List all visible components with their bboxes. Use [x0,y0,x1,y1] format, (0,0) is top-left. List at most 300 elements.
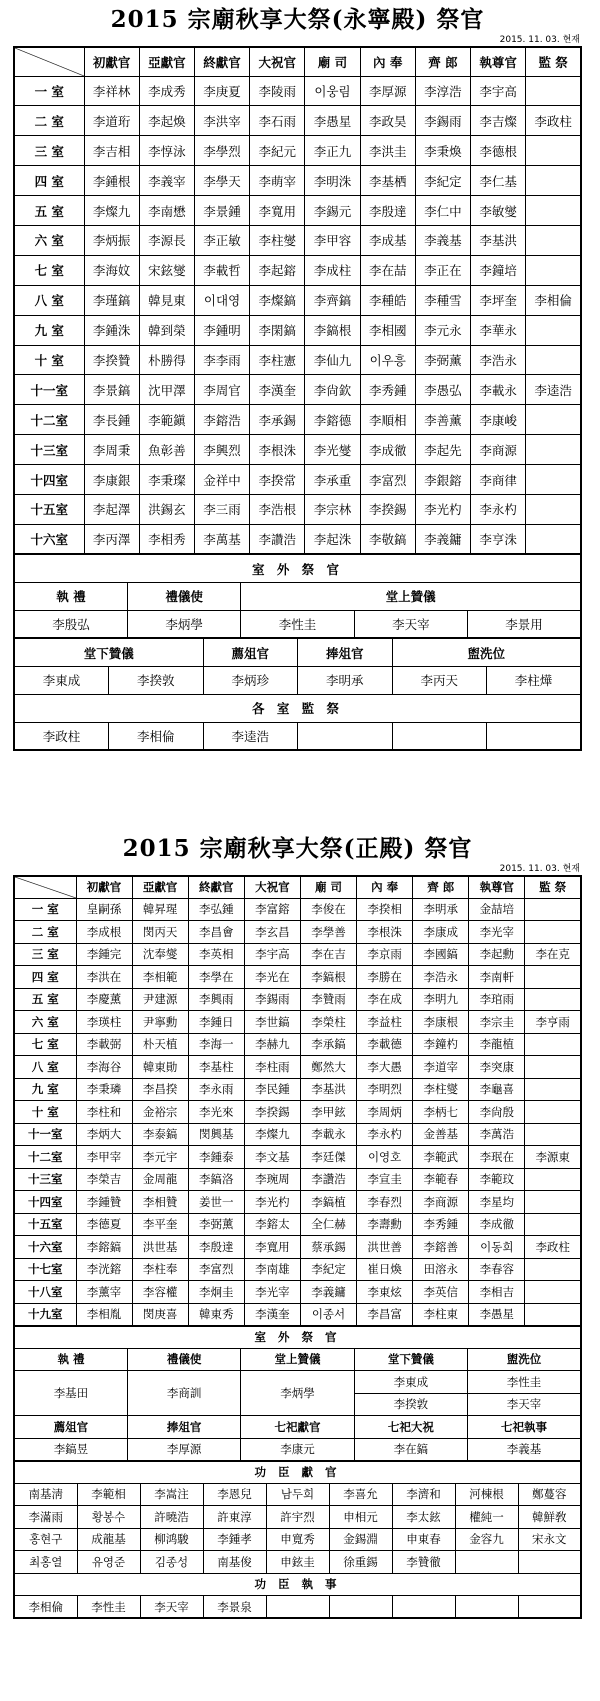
table-row [14,524,581,554]
empty-cell [526,315,581,345]
header-cell: 終獻官 [194,47,249,76]
official-name: 李恩兒 [203,1483,266,1506]
role-label: 七祀執事 [468,1416,581,1439]
header-cell: 齊 郎 [415,47,470,76]
official-name: 李浩永 [413,966,469,989]
official-name: 李周炳 [357,1101,413,1124]
official-name: 李正九 [305,136,360,166]
official-name: 李宗圭 [469,1011,525,1034]
official-name: 李俊在 [300,898,356,921]
official-name: 李讚浩 [250,524,305,554]
official-name: 李龜喜 [469,1078,525,1101]
official-name: 李柱雨 [244,1056,300,1079]
official-name: 李萬浩 [469,1123,525,1146]
official-name: 李景鍾 [194,196,249,226]
official-name: 許宇烈 [266,1506,329,1529]
table-row [14,255,581,285]
official-name: 李長鍾 [84,405,139,435]
official-name: 李相倫 [14,1596,77,1619]
official-name: 李石雨 [250,106,305,136]
empty-cell [525,1258,581,1281]
official-name: 李濟和 [392,1483,455,1506]
outside-officials-table [13,553,582,639]
empty-cell [525,1033,581,1056]
official-name: 李尙殷 [469,1101,525,1124]
official-name: 李亨雨 [525,1011,581,1034]
official-name: 李學善 [300,921,356,944]
official-name: 李基洪 [300,1078,356,1101]
official-name: 李鎔德 [305,405,360,435]
official-name: 李太鉉 [392,1506,455,1529]
table-row [14,1168,581,1191]
empty-cell [525,921,581,944]
official-name: 李嵩注 [140,1483,203,1506]
empty-cell [518,1596,581,1619]
table-row [14,1123,581,1146]
official-name: 李學烈 [194,136,249,166]
official-name: 李起煥 [139,106,194,136]
official-name: 李海谷 [76,1056,132,1079]
empty-cell [455,1596,518,1619]
official-name: 韓昇瑆 [132,898,188,921]
official-name: 李源長 [139,225,194,255]
official-name: 李浩永 [471,345,526,375]
official-name: 李揆錫 [244,1101,300,1124]
table-row [14,196,581,226]
official-name: 李南軒 [469,966,525,989]
official-name: 李景鎬 [84,375,139,405]
official-name: 李弼薰 [188,1213,244,1236]
role-label: 七祀大祝 [354,1416,467,1439]
empty-cell [298,722,393,750]
table-row [14,285,581,315]
role-label: 禮儀使 [127,582,240,610]
official-name: 申寬秀 [266,1528,329,1551]
official-name: 李政昊 [360,106,415,136]
official-name: 李愚弘 [415,375,470,405]
official-name: 李秀鍾 [413,1213,469,1236]
official-name: 宋永文 [518,1528,581,1551]
official-name: 李厚源 [127,1438,240,1461]
official-name: 李齊鎬 [305,285,360,315]
official-name: 魚彰善 [139,435,194,465]
room-label: 四 室 [14,166,84,196]
official-name: 李仁基 [471,166,526,196]
official-name: 李柱燁 [487,666,582,694]
table-row [14,315,581,345]
empty-cell [526,435,581,465]
official-name: 李秉璘 [76,1078,132,1101]
official-name: 洪錫玄 [139,494,194,524]
official-name: 李景泉 [203,1596,266,1619]
official-name: 韓東秀 [188,1303,244,1326]
official-name: 李富鎔 [244,898,300,921]
official-name: 李贊雨 [300,988,356,1011]
official-name: 李東成 [354,1371,467,1394]
official-name: 李廷傑 [300,1146,356,1169]
header-cell: 大祝官 [244,876,300,898]
official-name: 李陵雨 [250,76,305,106]
official-name: 李永雨 [188,1078,244,1101]
official-name: 尹寧勳 [132,1011,188,1034]
official-name: 李德夏 [76,1213,132,1236]
official-name: 李鍾完 [76,943,132,966]
empty-cell [526,76,581,106]
official-name: 尹建源 [132,988,188,1011]
room-label: 六 室 [14,225,84,255]
official-name: 李春烈 [357,1191,413,1214]
official-name: 李基栖 [360,166,415,196]
official-name: 李京雨 [357,943,413,966]
table-row [14,1258,581,1281]
official-name: 황봉수 [77,1506,140,1529]
empty-cell [525,1191,581,1214]
official-name: 李漢奎 [250,375,305,405]
official-name: 李贊徹 [392,1551,455,1574]
official-name: 李成徹 [360,435,415,465]
room-label: 十三室 [14,1168,76,1191]
official-name: 李揆贊 [84,345,139,375]
official-name: 李相吉 [469,1281,525,1304]
official-name: 李燦鎬 [250,285,305,315]
official-name: 李殷弘 [14,610,127,638]
official-name: 李祥林 [84,76,139,106]
official-name: 李起鎔 [250,255,305,285]
official-name: 李揆常 [250,465,305,495]
official-name: 李甲宰 [76,1146,132,1169]
official-name: 李元永 [415,315,470,345]
official-name: 李珉在 [469,1146,525,1169]
official-name: 李相倫 [526,285,581,315]
official-name: 李鍾泰 [188,1146,244,1169]
official-name: 金裕宗 [132,1101,188,1124]
official-name: 李炳大 [76,1123,132,1146]
empty-cell [525,1281,581,1304]
official-name: 李敬鎬 [360,524,415,554]
official-name: 李種皓 [360,285,415,315]
official-name: 李突康 [469,1056,525,1079]
official-name: 이대영 [194,285,249,315]
official-name: 李榮吉 [76,1168,132,1191]
official-name: 閔興基 [188,1123,244,1146]
official-name: 李政柱 [14,722,109,750]
table-row [14,494,581,524]
empty-cell [525,1123,581,1146]
official-name: 李學在 [188,966,244,989]
official-name: 李柱憲 [250,345,305,375]
table-row [14,106,581,136]
official-name: 李庚夏 [194,76,249,106]
official-name: 皇嗣孫 [76,898,132,921]
document-jeongjeon [13,835,582,1619]
official-name: 李益柱 [357,1011,413,1034]
room-label: 十四室 [14,1191,76,1214]
official-name: 李基田 [14,1371,127,1416]
official-name: 李義基 [468,1438,581,1461]
official-name: 許東淳 [203,1506,266,1529]
official-name: 李基柱 [188,1056,244,1079]
official-name: 李敏燮 [471,196,526,226]
room-label: 二 室 [14,921,76,944]
official-name: 李鍾日 [188,1011,244,1034]
room-label: 六 室 [14,1011,76,1034]
official-name: 李道宰 [413,1056,469,1079]
official-name: 李鍾洙 [84,315,139,345]
official-name: 韓鮮敎 [518,1506,581,1529]
section-title: 各 室 監 祭 [14,694,581,722]
official-name: 李性圭 [77,1596,140,1619]
header-cell: 監 祭 [526,47,581,76]
official-name: 李淳浩 [415,76,470,106]
official-name: 崔日煥 [357,1258,413,1281]
official-name: 李柄七 [413,1101,469,1124]
table-row [14,1281,581,1304]
corner-cell [14,876,76,898]
official-name: 李厚源 [360,76,415,106]
header-cell: 內 奉 [360,47,415,76]
official-name: 李弘鍾 [188,898,244,921]
header-cell: 初獻官 [76,876,132,898]
table-row [14,921,581,944]
official-name: 李琯雨 [469,988,525,1011]
header-cell: 監 祭 [525,876,581,898]
official-name: 李周秉 [84,435,139,465]
role-label: 七祀獻官 [241,1416,354,1439]
official-name: 李在克 [525,943,581,966]
official-name: 李惇泳 [139,136,194,166]
official-name: 李性圭 [468,1371,581,1394]
table-row [14,166,581,196]
table-row [14,1551,581,1574]
official-name: 李商律 [471,465,526,495]
empty-cell [525,898,581,921]
official-name: 李殷達 [360,196,415,226]
room-label: 十六室 [14,1236,76,1259]
official-name: 李宇高 [471,76,526,106]
empty-cell [525,1101,581,1124]
official-name: 李順相 [360,405,415,435]
official-name: 韓東勛 [132,1056,188,1079]
official-name: 李載哲 [194,255,249,285]
official-name: 全仁赫 [300,1213,356,1236]
official-name: 李起洙 [305,524,360,554]
official-name: 李正在 [415,255,470,285]
as-of-date: 2015. 11. 03. 현재 [499,864,580,874]
official-name: 宋鉉燮 [139,255,194,285]
official-name: 李龍植 [469,1033,525,1056]
room-label: 七 室 [14,1033,76,1056]
official-name: 李康根 [413,1011,469,1034]
official-name: 李起澤 [84,494,139,524]
header-cell: 大祝官 [250,47,305,76]
official-name: 李洪在 [76,966,132,989]
table-row [14,1236,581,1259]
room-label: 三 室 [14,943,76,966]
official-name: 成龍基 [77,1528,140,1551]
official-name: 李大愚 [357,1056,413,1079]
table-row [14,375,581,405]
official-name: 홍현구 [14,1528,77,1551]
official-name: 柳鸿駿 [140,1528,203,1551]
official-name: 李政柱 [525,1236,581,1259]
table-row [14,465,581,495]
official-name: 李燦九 [244,1123,300,1146]
official-name: 李光燮 [305,435,360,465]
official-name: 李明九 [413,988,469,1011]
official-name: 李華永 [471,315,526,345]
official-name: 李洸鎔 [76,1258,132,1281]
table-row [14,1506,581,1529]
official-name: 李柱燮 [250,225,305,255]
official-name: 李揆相 [357,898,413,921]
room-label: 十四室 [14,465,84,495]
official-name: 李玄昌 [244,921,300,944]
official-name: 李相倫 [109,722,204,750]
room-label: 十九室 [14,1303,76,1326]
official-name: 李義鏞 [300,1281,356,1304]
header-cell: 齊 郎 [413,876,469,898]
empty-cell [525,1078,581,1101]
empty-cell [266,1596,329,1619]
official-name: 유영준 [77,1551,140,1574]
official-name: 李元宇 [132,1146,188,1169]
empty-cell [526,465,581,495]
official-name: 李東成 [14,666,109,694]
official-name: 李德根 [471,136,526,166]
corner-cell [14,47,84,76]
official-name: 李宗林 [305,494,360,524]
table-row [14,1191,581,1214]
official-name: 李昌會 [188,921,244,944]
room-label: 十一室 [14,375,84,405]
official-name: 李鎔浩 [194,405,249,435]
official-name: 李仙九 [305,345,360,375]
official-name: 李泰鎬 [132,1123,188,1146]
official-name: 李春容 [469,1258,525,1281]
official-name: 金善基 [413,1123,469,1146]
official-name: 李鐘培 [471,255,526,285]
role-label: 堂上贊儀 [241,582,581,610]
official-name: 李範玟 [469,1168,525,1191]
empty-cell [487,722,582,750]
page-title: 2015 宗廟秋享大祭(永寧殿) 祭官 [110,6,485,33]
official-name: 李光杓 [244,1191,300,1214]
official-name: 최홍열 [14,1551,77,1574]
official-name: 李鍾孝 [203,1528,266,1551]
empty-cell [525,1213,581,1236]
role-label: 堂下贊儀 [354,1348,467,1371]
official-name: 姜世一 [188,1191,244,1214]
empty-cell [525,988,581,1011]
official-name: 이웅림 [305,76,360,106]
official-name: 田溶永 [413,1258,469,1281]
official-name: 李丙天 [392,666,487,694]
official-name: 李瑾鎬 [84,285,139,315]
official-name: 이영호 [357,1146,413,1169]
official-name: 李燦九 [84,196,139,226]
table-row [14,1078,581,1101]
official-name: 李逵浩 [526,375,581,405]
outside-officials-table [13,1325,582,1462]
empty-cell [526,524,581,554]
table-row [14,136,581,166]
room-label: 三 室 [14,136,84,166]
official-name: 李英信 [413,1281,469,1304]
table-row [14,1146,581,1169]
official-name: 李義宰 [139,166,194,196]
official-name: 李光來 [188,1101,244,1124]
official-name: 李宇高 [244,943,300,966]
official-name: 李鎔善 [413,1236,469,1259]
official-name: 李甲鉉 [300,1101,356,1124]
official-name: 李李雨 [194,345,249,375]
section-title: 功 臣 執 事 [14,1573,581,1596]
official-name: 李義鏞 [415,524,470,554]
official-name: 徐重錫 [329,1551,392,1574]
official-name: 李寬用 [244,1236,300,1259]
room-label: 一 室 [14,898,76,921]
official-name: 李榮柱 [300,1011,356,1034]
official-name: 李學天 [194,166,249,196]
empty-cell [526,225,581,255]
official-name: 李天宰 [468,1393,581,1416]
official-name: 李義基 [415,225,470,255]
empty-cell [526,136,581,166]
role-label: 執 禮 [14,582,127,610]
room-label: 十三室 [14,435,84,465]
official-name: 李壽勳 [357,1213,413,1236]
official-name: 洪世善 [357,1236,413,1259]
official-name: 李在成 [357,988,413,1011]
header-cell: 初獻官 [84,47,139,76]
room-label: 十八室 [14,1281,76,1304]
empty-cell [526,345,581,375]
official-name: 李紀定 [415,166,470,196]
merit-officials-table [13,1460,582,1620]
table-row [14,1033,581,1056]
official-name: 李承重 [305,465,360,495]
official-name: 李相國 [360,315,415,345]
table-row [14,1011,581,1034]
official-name: 李光宰 [469,921,525,944]
empty-cell [526,405,581,435]
official-name: 李揆錫 [360,494,415,524]
table-row [14,1213,581,1236]
official-name: 李讚浩 [300,1168,356,1191]
room-label: 十 室 [14,345,84,375]
official-name: 李鎬洛 [188,1168,244,1191]
official-name: 李在吉 [300,943,356,966]
official-name: 金周龍 [132,1168,188,1191]
room-label: 八 室 [14,285,84,315]
official-name: 李丙澤 [84,524,139,554]
official-name: 李鎔太 [244,1213,300,1236]
official-name: 李坪奎 [471,285,526,315]
official-name: 李秉煥 [415,136,470,166]
official-name: 朴天植 [132,1033,188,1056]
official-name: 李鎬昱 [14,1438,127,1461]
empty-cell [525,966,581,989]
empty-cell [525,1056,581,1079]
official-name: 韓到榮 [139,315,194,345]
official-name: 洪世基 [132,1236,188,1259]
table-row [14,435,581,465]
official-name: 南基淸 [14,1483,77,1506]
official-name: 李在喆 [360,255,415,285]
table-row [14,405,581,435]
room-label: 七 室 [14,255,84,285]
as-of-date: 2015. 11. 03. 현재 [499,35,580,45]
